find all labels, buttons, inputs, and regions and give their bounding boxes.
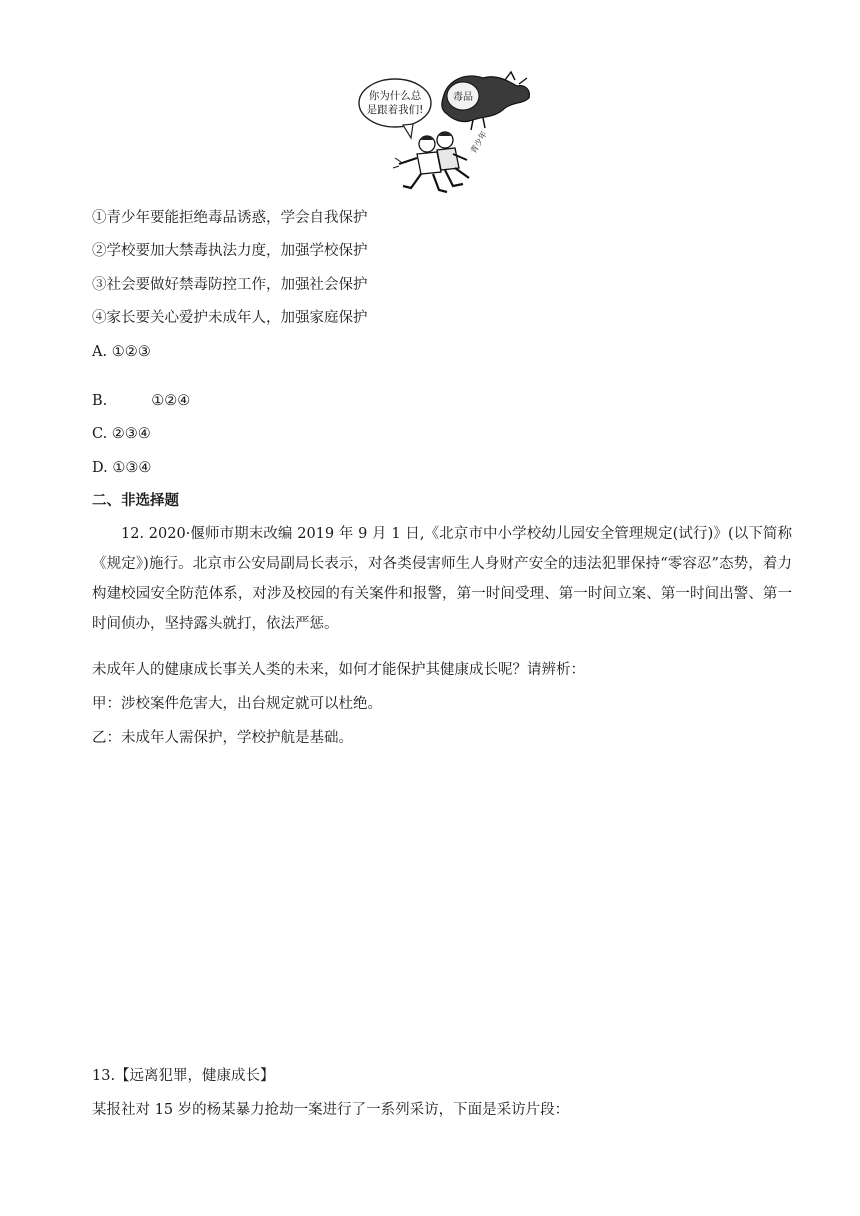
q12-statement-jia: 甲：涉校案件危害大，出台规定就可以杜绝。 bbox=[92, 696, 382, 712]
statement-4: ④家长要关心爱护未成年人，加强家庭保护 bbox=[92, 310, 368, 326]
option-b-value: ①②④ bbox=[151, 393, 191, 409]
statement-1: ①青少年要能拒绝毒品诱惑，学会自我保护 bbox=[92, 210, 368, 226]
poison-label: 毒品 bbox=[453, 92, 473, 103]
option-a: A. ①②③ bbox=[92, 344, 151, 360]
q13-intro: 某报社对 15 岁的杨某暴力抢劫一案进行了一系列采访，下面是采访片段： bbox=[92, 1102, 570, 1118]
speech-bubble-text-2: 是跟着我们! bbox=[366, 104, 424, 116]
section-heading: 二、非选择题 bbox=[92, 492, 179, 509]
cartoon-illustration bbox=[355, 68, 535, 200]
speech-bubble-text-1: 你为什么总 bbox=[368, 90, 422, 102]
q12-prompt: 未成年人的健康成长事关人类的未来，如何才能保护其健康成长呢？请辨析： bbox=[92, 662, 585, 678]
option-b bbox=[92, 391, 190, 411]
q12-statement-yi: 乙：未成年人需保护，学校护航是基础。 bbox=[92, 730, 353, 746]
option-d: D. ①③④ bbox=[92, 460, 152, 476]
option-c: C. ②③④ bbox=[92, 426, 151, 442]
option-b-letter: B. bbox=[92, 393, 108, 409]
q13-title: 13.【远离犯罪，健康成长】 bbox=[92, 1068, 275, 1084]
youth-label: 青少年 bbox=[468, 129, 489, 155]
statement-3: ③社会要做好禁毒防控工作，加强社会保护 bbox=[92, 277, 368, 293]
statement-2: ②学校要加大禁毒执法力度，加强学校保护 bbox=[92, 243, 368, 259]
q12-passage: 12. 2020·偃师市期末改编 2019 年 9 月 1 日,《北京市中小学校幼儿园安全管理规定(试行)》(以下简称《规定》)施行。北京市公安局副局长表示，对各类侵害师生人身财产安全的违法犯罪保持“零容忍”态势，着力构建校园安全防范体系，对涉及校园的有关案件和报警，第一时间受理、第一时间立案、第一时间出警、第一时间侦办，坚持露头就打，依法严惩。 bbox=[92, 526, 792, 632]
